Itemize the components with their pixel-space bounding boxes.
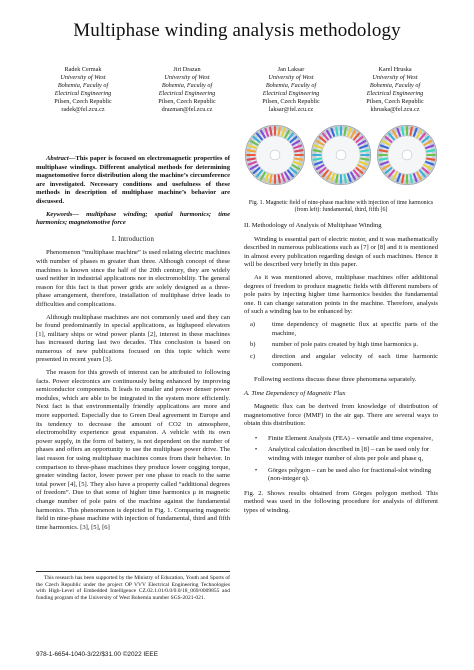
author-affiliation: Bohemia, Faculty of — [369, 81, 421, 89]
bullet-icon: • — [254, 466, 258, 474]
list-item — [244, 341, 438, 350]
list-item — [244, 353, 438, 370]
author-affiliation: Electrical Engineering — [366, 89, 424, 97]
intro-paragraph-3: The reason for this growth of interest can be attributed to following facts. Power electronics are continuously being enhanced by improving semiconductor components. It leads to smaller and power denser power modules, which are able to be integrated in the system more efficiently. Next fact is that environmentally friendly applications are more and more supported. Especially due to Green Deal agreement in Europe and its tendency to decrease the amount of CO2 in atmosphere, electromobility experience great expansion. A vehicle with its own power supply, in the form of battery, is not dependent on the number of phases and offers an opportunity to use the multiphase power drive. The last reason for using multiphase machines comes from their behavior. In comparison to three-phase machines they produce lower cogging torque, greater winding factor, lower power per one phase to reach to the same total power [4], [5]. They also have a property called “additional degrees of freedom”. Due to that some of higher time harmonics μ in magnetic change number of pole pairs of the machine against the fundamental harmonics. This phenomenon is depicted in Fig. 1. Comparing magnetic field in nine-phase machine with injection of fundamental, third and fifth time harmonics. [3], [5], [6] — [36, 369, 230, 531]
section-heading-introduction: I. Introduction — [111, 235, 155, 243]
subsection-a-paragraph-1: Magnetic flux can be derived from knowledge of distribution of magnetomotive force (MMF) in the air gap. There are several ways to obtain this distribution: — [244, 403, 438, 428]
author-city: Pilsen, Czech Republic — [158, 97, 216, 105]
left-column — [36, 155, 230, 536]
author-3 — [242, 66, 340, 113]
list-item-text: number of pole pairs created by high time harmonics μ. — [272, 341, 419, 349]
bullet-icon: • — [254, 446, 258, 454]
funding-footnote: This research has been supported by the Ministry of Education, Youth and Sports of the Czech Republic under the project OP VVV Electrical Engineering Technologies with High-Level of Embedded Intelligence CZ.02.1.01/0.0/0.0/18_069/0009855 and funding program of the University of West Bohemia number SGS-2021-021. — [36, 571, 230, 601]
author-affiliation: University of West — [372, 73, 418, 81]
keywords-text: — multiphase winding; spatial harmonics; time harmonics; magnetomotive force — [36, 210, 230, 227]
paper-title: Multiphase winding analysis methodology — [73, 20, 401, 41]
author-name: Radek Cermak — [64, 66, 102, 73]
list-item-text: Finite Element Analysis (FEA) – versatile and time expensive, — [268, 434, 433, 442]
list-item-text: direction and angular velocity of each time harmonic component. — [272, 352, 438, 369]
author-city: Pilsen, Czech Republic — [262, 97, 320, 105]
motor-field-fifth-harmonic-image — [376, 124, 438, 186]
author-affiliation: Electrical Engineering — [158, 89, 216, 97]
right-column — [244, 124, 438, 520]
keywords-label: Keywords — [46, 210, 73, 218]
author-affiliation: Bohemia, Faculty of — [57, 81, 109, 89]
subsection-a-paragraph-2: Fig. 2. Shows results obtained from Görges polygon method. This method was used in the following procedure for analysis of different types of winding. — [244, 489, 438, 515]
list-item-label: b) — [250, 341, 256, 349]
list-item-text: time dependency of magnetic flux at specific parts of the machine, — [272, 320, 438, 337]
keywords — [36, 211, 230, 228]
figure-1-caption: Fig. 1. Magnetic field of nine-phase machine with injection of time harmonics (from left): fundamental, third, fifth [6] — [248, 200, 434, 213]
author-affiliation: University of West — [60, 73, 106, 81]
author-email: khruska@fel.zcu.cz — [370, 105, 420, 113]
author-affiliation: University of West — [268, 73, 314, 81]
author-1 — [34, 66, 132, 113]
abstract — [36, 155, 230, 207]
list-item — [244, 446, 438, 463]
method-paragraph-1: Winding is essential part of electric motor, and it was mathematically described in numerous publications such as [7] or [8] and it is mentioned in almost every publication regarding design of such machines. Hence it will be described very briefly in this paper. — [244, 235, 438, 269]
motor-field-third-harmonic-image — [310, 124, 372, 186]
section-heading-methodology: II. Methodology of Analysis of Multiphase Winding — [244, 222, 382, 229]
motor-field-fundamental-image — [244, 124, 306, 186]
author-affiliation: Bohemia, Faculty of — [161, 81, 213, 89]
author-name: Karel Hruska — [378, 66, 412, 73]
author-email: drazman@fel.zcu.cz — [161, 105, 213, 113]
list-item — [244, 467, 438, 484]
author-email: laksar@fel.zcu.cz — [268, 105, 314, 113]
copyright-notice: 978-1-6654-1040-3/22/$31.00 ©2022 IEEE — [36, 651, 158, 658]
abstract-text: —This paper is focused on electromagnetic properties of multiphase windings. Different analytical methods for determining magnetomotive force distribution along the machine’s circumference are investigated. Necessary conditions and usefulness of these methods in description of multiphase machine’s behavior are discussed. — [36, 155, 230, 205]
author-name: Jan Laksar — [277, 66, 305, 73]
author-block — [34, 66, 444, 113]
author-affiliation: University of West — [164, 73, 210, 81]
author-name: Jiri Drazan — [173, 66, 201, 73]
list-item-text: Görges polygon – can be used also for fractional-slot winding (non-integer q). — [268, 466, 432, 483]
author-4 — [346, 66, 444, 113]
subsection-heading-a: A. Time Dependency of Magnetic Flux — [244, 389, 346, 397]
list-item-label: a) — [250, 320, 256, 328]
bullet-icon: • — [254, 434, 258, 442]
intro-paragraph-2: Although multiphase machines are not commonly used and they can be found predominantly in special applications, as highspeed elevators [1], military ships or wind power plants [2], interest in these machines has increased during last two decades. This conclusion is based on numerous of new publications focused on this topic which were presented in recent years [3]. — [36, 313, 230, 364]
method-paragraph-3: Following sections discuss these three phenomena separately. — [254, 375, 417, 383]
method-paragraph-2: As it was mentioned above, multiphase machines offer additional degrees of freedom to produce magnetic fields with different numbers of pole pairs by injecting higher time harmonics besides the fundamental one. It can change saturation points in the machine. Therefore, analysis of such a winding has to be enhanced by: — [244, 273, 438, 316]
list-item-label: c) — [250, 352, 256, 360]
list-item — [244, 321, 438, 338]
mmf-methods-list — [244, 435, 438, 484]
author-city: Pilsen, Czech Republic — [54, 97, 112, 105]
abstract-label: Abstract — [46, 155, 69, 162]
list-item — [244, 435, 438, 444]
enhancement-list — [244, 321, 438, 370]
list-item-text: Analytical calculation described in [8] – can be used only for winding with integer number of slots per pole and phase q, — [268, 446, 430, 463]
author-email: radek@fel.zcu.cz — [61, 105, 105, 113]
author-affiliation: Electrical Engineering — [262, 89, 320, 97]
author-affiliation: Bohemia, Faculty of — [265, 81, 317, 89]
author-2 — [138, 66, 236, 113]
figure-1 — [244, 124, 438, 194]
author-city: Pilsen, Czech Republic — [366, 97, 424, 105]
author-affiliation: Electrical Engineering — [54, 89, 112, 97]
intro-paragraph-1: Phenomenon “multiphase machine” is used relating electric machines with number of phases m greater than three. Although concept of these machines is known since the half of the 20th century, they are widely used neither in industrial applications nor in electromobility. The general reason for this fact is that power grids are solely designed as a three-phase arrangement, therefore, installation of multiphase drive leads to difficulties and complications. — [36, 249, 231, 308]
